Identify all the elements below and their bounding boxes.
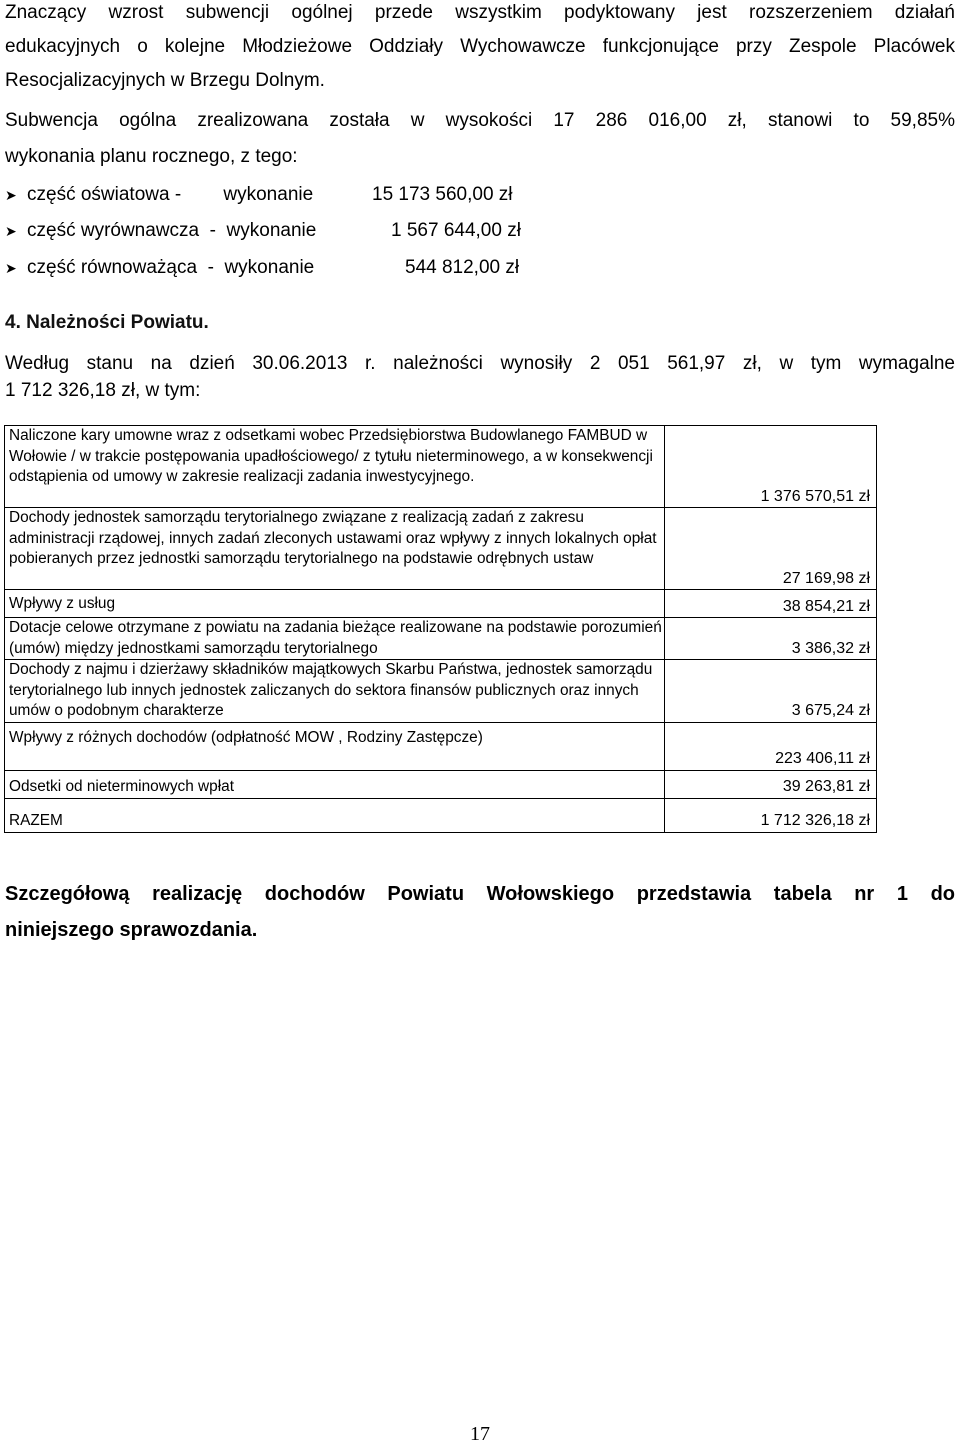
receivable-description: Dochody z najmu i dzierżawy składników majątkowych Skarbu Państwa, jednostek samorządu terytorialnego lub innych jednostek zaliczanych do sektora finansów publicznych oraz innych umów o podobnym charakterze <box>5 660 665 723</box>
receivable-amount: 1 712 326,18 zł <box>665 798 877 832</box>
subsidy-part-label: część wyrównawcza - wykonanie <box>27 220 317 241</box>
subsidy-intro-line: wykonania planu rocznego, z tego: <box>5 146 298 167</box>
receivables-summary-line-2: 1 712 326,18 zł, w tym: <box>5 380 201 401</box>
arrow-bullet-icon: ➤ <box>5 187 17 203</box>
subsidy-part-value: 15 173 560,00 zł <box>372 184 513 205</box>
table-row <box>5 590 877 618</box>
receivable-amount: 27 169,98 zł <box>665 508 877 590</box>
closing-paragraph <box>5 876 955 948</box>
table-row <box>5 618 877 660</box>
receivables-summary-line-1: Według stanu na dzień 30.06.2013 r. należności wynosiły 2 051 561,97 zł, w tym wymagalne <box>5 353 955 374</box>
table-row <box>5 508 877 590</box>
receivable-description: Wpływy z usług <box>5 590 665 618</box>
subsidy-part-label: część oświatowa - wykonanie <box>27 184 314 205</box>
receivable-amount: 39 263,81 zł <box>665 770 877 798</box>
receivable-description: Wpływy z różnych dochodów (odpłatność MOW , Rodziny Zastępcze) <box>5 722 665 770</box>
receivable-amount: 38 854,21 zł <box>665 590 877 618</box>
closing-line-2: niniejszego sprawozdania. <box>5 919 258 941</box>
receivables-table <box>4 425 877 833</box>
receivable-amount: 223 406,11 zł <box>665 722 877 770</box>
intro-line-2: edukacyjnych o kolejne Młodzieżowe Oddziały Wychowawcze funkcjonujące przy Zespole Placówek <box>5 36 955 57</box>
intro-line-1: Znaczący wzrost subwencji ogólnej przede wszystkim podyktowany jest rozszerzeniem działań <box>5 2 955 23</box>
table-row <box>5 722 877 770</box>
subsidy-part-equalizing <box>5 214 521 248</box>
receivable-description: Dochody jednostek samorządu terytorialnego związane z realizacją zadań z zakresu administracji rządowej, innych zadań zleconych ustawami oraz wpływy z innych lokalnych opłat pobieranych przez jednostki samorządu terytorialnego na podstawie odrębnych ustaw <box>5 508 665 590</box>
receivable-amount: 3 675,24 zł <box>665 660 877 723</box>
arrow-bullet-icon: ➤ <box>5 260 17 276</box>
receivable-description: Odsetki od nieterminowych wpłat <box>5 770 665 798</box>
page-number: 17 <box>470 1423 490 1445</box>
subsidy-part-label: część równoważąca - wykonanie <box>27 257 315 278</box>
intro-line-3: Resocjalizacyjnych w Brzegu Dolnym. <box>5 70 325 91</box>
subsidy-part-value: 544 812,00 zł <box>405 257 520 278</box>
receivable-amount: 1 376 570,51 zł <box>665 426 877 508</box>
receivable-description: Naliczone kary umowne wraz z odsetkami wobec Przedsiębiorstwa Budowlanego FAMBUD w Wołowie / w trakcie postępowania upadłościowego/ z tytułu nieterminowego, a w konsekwencji odstąpienia od umowy w zakresie realizacji zadania inwestycyjnego. <box>5 426 665 508</box>
table-row <box>5 770 877 798</box>
receivable-description: Dotacje celowe otrzymane z powiatu na zadania bieżące realizowane na podstawie porozumień (umów) między jednostkami samorządu terytorialnego <box>5 618 665 660</box>
subsidy-total-line: Subwencja ogólna zrealizowana została w wysokości 17 286 016,00 zł, stanowi to 59,85% <box>5 110 955 131</box>
table-row <box>5 426 877 508</box>
receivable-description: RAZEM <box>5 798 665 832</box>
receivable-amount: 3 386,32 zł <box>665 618 877 660</box>
subsidy-part-balancing <box>5 251 520 285</box>
table-row <box>5 660 877 723</box>
arrow-bullet-icon: ➤ <box>5 223 17 239</box>
closing-line-1: Szczegółową realizację dochodów Powiatu Wołowskiego przedstawia tabela nr 1 do <box>5 883 955 905</box>
section-heading: 4. Należności Powiatu. <box>5 312 209 333</box>
subsidy-part-value: 1 567 644,00 zł <box>391 220 521 241</box>
table-row-total <box>5 798 877 832</box>
subsidy-part-education <box>5 178 513 212</box>
